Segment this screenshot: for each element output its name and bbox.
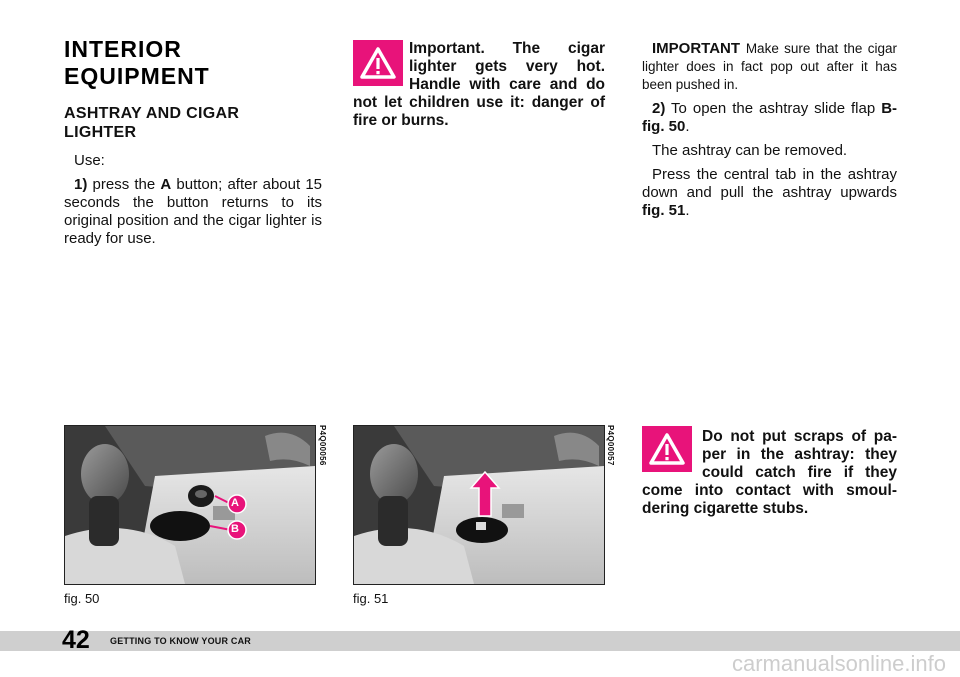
page-number: 42 bbox=[62, 626, 90, 654]
press-paragraph: Press the central tab in the ashtray down and pull the ashtray upwards fig. 51. bbox=[642, 166, 897, 219]
page-title-line2: EQUIPMENT bbox=[64, 63, 210, 89]
page-title bbox=[64, 36, 210, 90]
right-column bbox=[642, 40, 897, 220]
warning-2-text: Do not put scraps of pa- per in the ashtray: they could catch fire if they come into contact with smoul- dering cigarette stubs. bbox=[642, 428, 897, 517]
step1-number: 1) bbox=[74, 176, 88, 193]
important-text: Make sure that the cigar lighter does in fact pop out after it has been pushed in. bbox=[642, 41, 897, 92]
step1-paragraph bbox=[64, 176, 322, 248]
removable-text: The ashtray can be removed. bbox=[652, 142, 848, 159]
section-title-line2: LIGHTER bbox=[64, 124, 137, 141]
step2-paragraph: 2) To open the ashtray slide flap B-fig. 50. bbox=[642, 100, 898, 135]
important-label: IMPORTANT bbox=[652, 40, 741, 57]
label-b: B bbox=[231, 523, 239, 535]
step1-key: A bbox=[160, 176, 172, 193]
label-a: A bbox=[231, 497, 239, 509]
step1-text: button; after about 15 seconds the button returns to its original position and the cigar lighter is ready for use. bbox=[64, 176, 323, 247]
left-column bbox=[64, 152, 322, 248]
step1-pre: press the bbox=[92, 176, 156, 193]
press-ref: fig. 51 bbox=[642, 202, 686, 219]
figure-51-caption: fig. 51 bbox=[353, 591, 389, 606]
step2-text: To open the ashtray slide flap bbox=[671, 100, 876, 117]
section-title bbox=[64, 104, 239, 142]
important-paragraph bbox=[642, 40, 897, 94]
warning-1-text-box bbox=[353, 40, 605, 130]
figure-50-code: P4Q00056 bbox=[318, 425, 327, 466]
watermark: carmanualsonline.info bbox=[731, 651, 946, 676]
press-text: Press the central tab in the ashtray down and pull the ashtray upwards bbox=[642, 166, 897, 201]
warning-2-text-box bbox=[642, 428, 897, 518]
figure-50-caption: fig. 50 bbox=[64, 591, 100, 606]
step2-ref: B-fig. 50 bbox=[642, 100, 898, 135]
figure-51-image bbox=[353, 425, 605, 585]
section-title-line1: ASHTRAY AND CIGAR bbox=[64, 105, 240, 122]
page-title-line1: INTERIOR bbox=[64, 36, 182, 62]
step2-number: 2) bbox=[652, 100, 666, 117]
footer-section-label: GETTING TO KNOW YOUR CAR bbox=[110, 636, 251, 646]
warning-1-text: Important. The cigar lighter gets very hot. Handle with care and do not let children use it: danger of fire or burns. bbox=[353, 40, 605, 129]
figure-51-code: P4Q00057 bbox=[606, 425, 615, 466]
use-label: Use: bbox=[74, 152, 105, 169]
figure-50-image bbox=[64, 425, 316, 585]
